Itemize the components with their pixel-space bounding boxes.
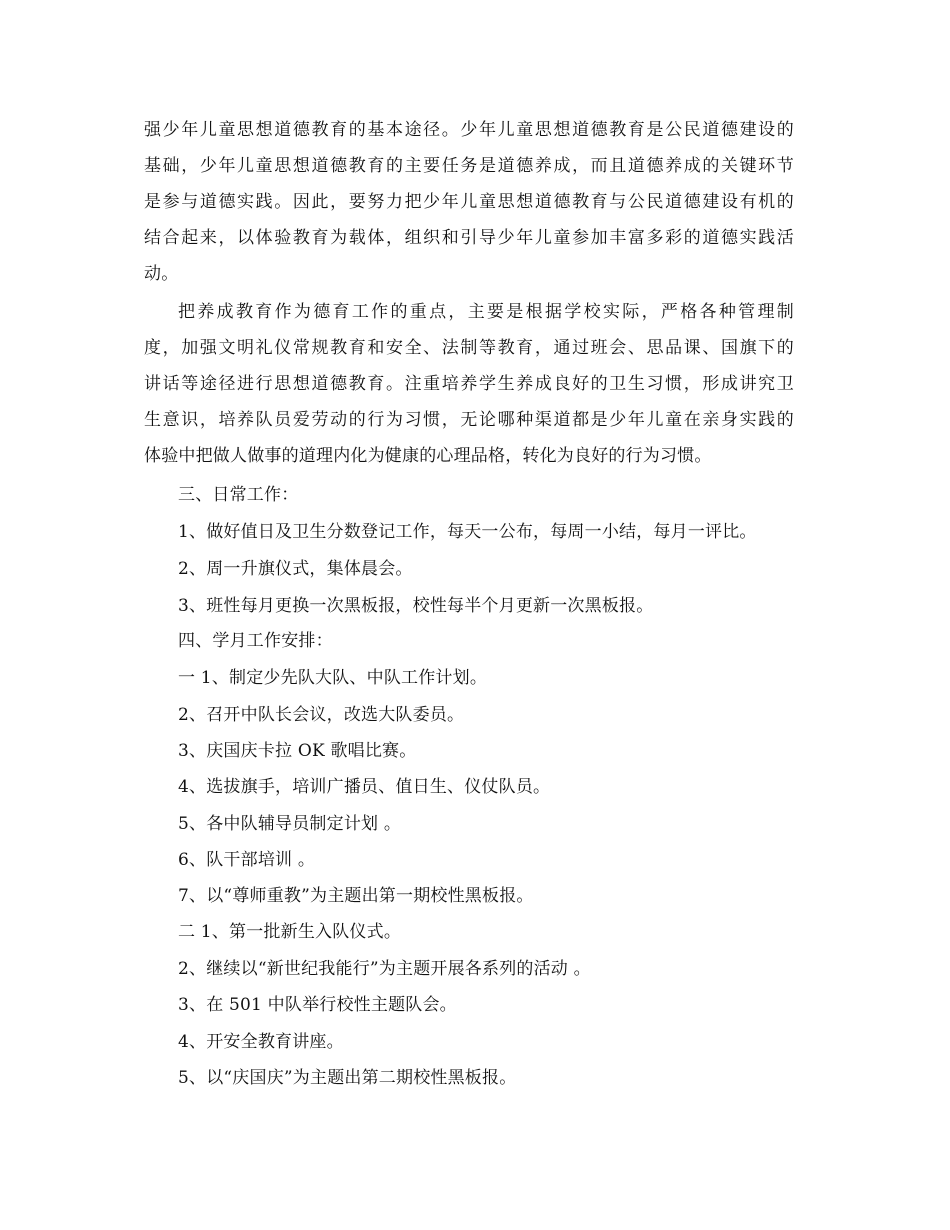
section-4-heading: 四、学月工作安排： (178, 631, 333, 651)
section-4-item-5: 5、各中队辅导员制定计划 。 (178, 814, 402, 834)
paragraph-1-line-2: 基础，少年儿童思想道德教育的主要任务是道德养成，而且道德养成的关键环节 (144, 156, 794, 176)
paragraph-1-line-5: 动。 (144, 264, 179, 284)
section-4-item-1: 一 1、制定少先队大队、中队工作计划。 (178, 668, 488, 688)
section-4-item-11: 4、开安全教育讲座。 (178, 1032, 344, 1052)
paragraph-1-line-4: 结合起来，以体验教育为载体，组织和引导少年儿童参加丰富多彩的道德实践活 (144, 228, 794, 248)
section-4-item-4: 4、选拔旗手，培训广播员、值日生、仪仗队员。 (178, 777, 551, 797)
paragraph-2-line-1: 把养成教育作为德育工作的重点，主要是根据学校实际，严格各种管理制 (178, 302, 794, 322)
paragraph-1-line-3: 是参与道德实践。因此，要努力把少年儿童思想道德教育与公民道德建设有机的 (144, 192, 794, 212)
section-4-item-2: 2、召开中队长会议，改选大队委员。 (178, 705, 465, 725)
section-4-item-6: 6、队干部培训 。 (178, 850, 316, 870)
section-4-item-9: 2、继续以“新世纪我能行”为主题开展各系列的活动 。 (178, 959, 591, 979)
section-3-item-2: 2、周一升旗仪式，集体晨会。 (178, 559, 413, 579)
paragraph-1-line-1: 强少年儿童思想道德教育的基本途径。少年儿童思想道德教育是公民道德建设的 (144, 120, 794, 140)
paragraph-2-line-3: 讲话等途径进行思想道德教育。注重培养学生养成良好的卫生习惯，形成讲究卫 (144, 374, 794, 394)
section-3-heading: 三、日常工作： (178, 485, 299, 505)
section-3-item-3: 3、班性每月更换一次黑板报，校性每半个月更新一次黑板报。 (178, 596, 654, 616)
paragraph-2-line-5: 体验中把做人做事的道理内化为健康的心理品格，转化为良好的行为习惯。 (144, 446, 712, 466)
paragraph-2-line-4: 生意识，培养队员爱劳动的行为习惯，无论哪种渠道都是少年儿童在亲身实践的 (144, 410, 794, 430)
section-4-item-12: 5、以“庆国庆”为主题出第二期校性黑板报。 (178, 1068, 517, 1088)
section-3-item-1: 1、做好值日及卫生分数登记工作，每天一公布，每周一小结，每月一评比。 (178, 522, 757, 542)
section-4-item-10: 3、在 501 中队举行校性主题队会。 (178, 995, 457, 1015)
section-4-item-8: 二 1、第一批新生入队仪式。 (178, 922, 402, 942)
paragraph-2-line-2: 度，加强文明礼仪常规教育和安全、法制等教育，通过班会、思品课、国旗下的 (144, 338, 794, 358)
section-4-item-7: 7、以“尊师重教”为主题出第一期校性黑板报。 (178, 886, 534, 906)
section-4-item-3: 3、庆国庆卡拉 OK 歌唱比赛。 (178, 741, 417, 761)
